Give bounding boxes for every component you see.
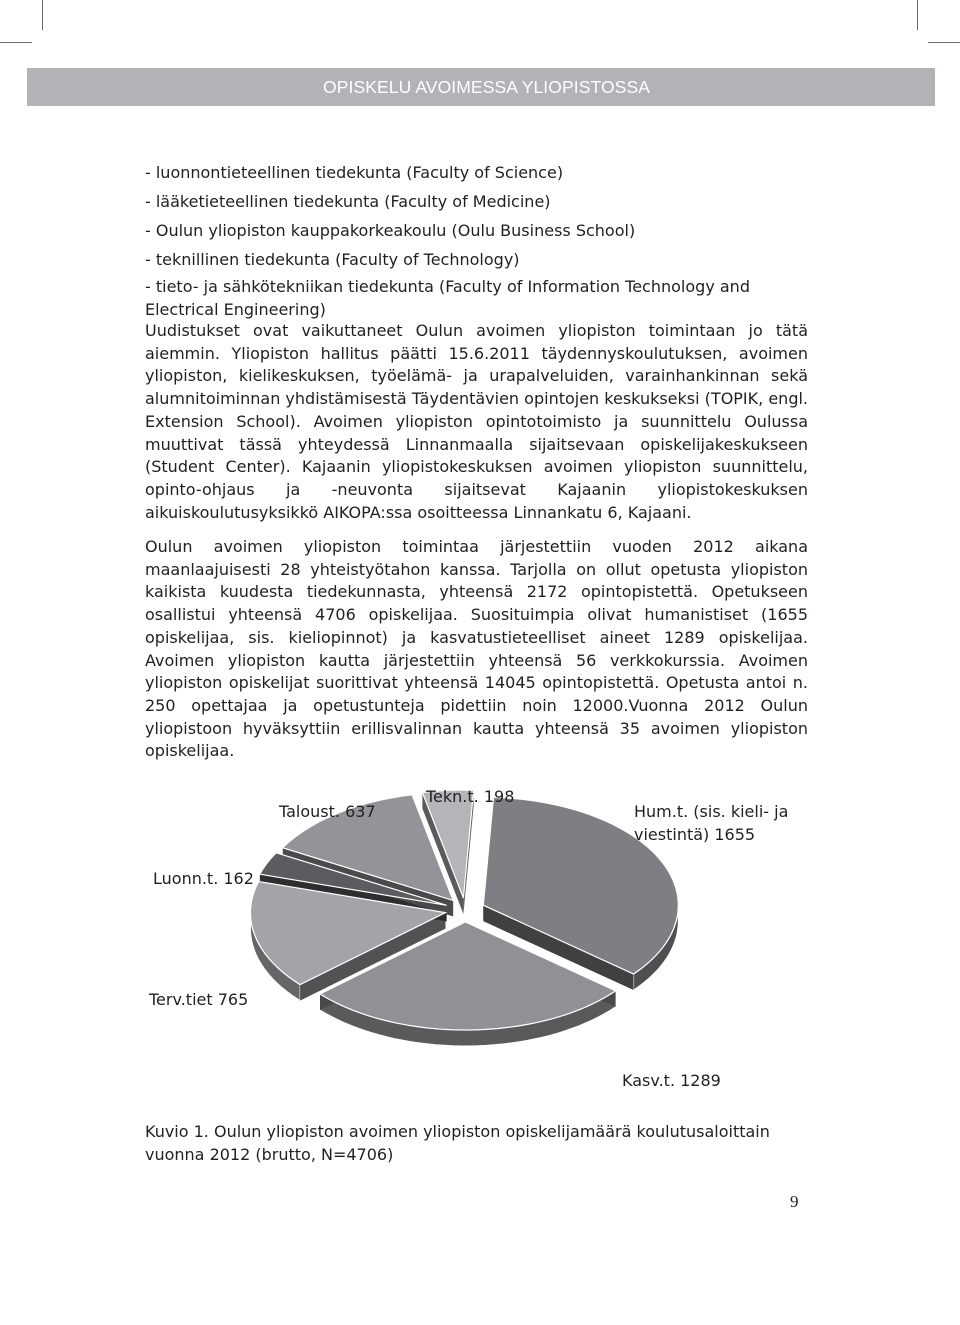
crop-mark	[0, 42, 32, 43]
list-item: - tieto- ja sähkötekniikan tiedekunta (Faculty of Information Technology and Electrical Engineering)	[145, 277, 750, 319]
faculty-list	[145, 158, 817, 323]
crop-mark	[42, 0, 43, 30]
crop-mark	[917, 0, 918, 30]
figure-caption: Kuvio 1. Oulun yliopiston avoimen yliopiston opiskelijamäärä koulutusaloittain vuonna 2012 (brutto, N=4706)	[145, 1122, 770, 1164]
label-talous: Taloust. 637	[279, 802, 376, 821]
page-number: 9	[790, 1192, 799, 1211]
label-luonn: Luonn.t. 162	[153, 869, 254, 888]
list-item: - lääketieteellinen tiedekunta (Faculty of Medicine)	[145, 192, 551, 211]
label-hum: Hum.t. (sis. kieli- ja viestintä) 1655	[634, 802, 789, 844]
label-terv: Terv.tiet 765	[149, 990, 249, 1009]
list-item: - luonnontieteellinen tiedekunta (Faculty of Science)	[145, 163, 564, 182]
chapter-header	[27, 68, 935, 106]
label-kasv: Kasv.t. 1289	[622, 1071, 721, 1090]
list-item: - Oulun yliopiston kauppakorkeakoulu (Oulu Business School)	[145, 221, 636, 240]
pie-chart	[140, 780, 840, 1100]
paragraph-statistics: Oulun avoimen yliopiston toimintaa järjestettiin vuoden 2012 aikana maanlaajuisesti 28 yhteistyötahon kanssa. Tarjolla on ollut opetusta yliopiston kaikista kuudesta tiedekunnasta, yhteensä 2172 opintopistettä. Opetukseen osallistui yhteensä 4706 opiskelijaa. Suosituimpia olivat humanistiset (1655 opiskelijaa, sis. kieliopinnot) ja kasvatustieteelliset aineet 1289 opiskelijaa. Avoimen yliopiston kautta järjestettiin yhteensä 56 verkkokurssia. Avoimen yliopiston opiskelijat suorittivat yhteensä 14045 opintopistettä. Opetusta antoi n. 250 opettajaa ja opetustunteja pidettiin noin 12000.Vuonna 2012 Oulun yliopistoon hyväksyttiin erillisvalinnan kautta yhteensä 35 avoimen yliopiston opiskelijaa.	[145, 537, 808, 761]
crop-mark	[928, 42, 960, 43]
chapter-title: OPISKELU AVOIMESSA YLIOPISTOSSA	[323, 77, 650, 97]
paragraph-reorganization: Uudistukset ovat vaikuttaneet Oulun avoimen yliopiston toimintaan jo tätä aiemmin. Yliopiston hallitus päätti 15.6.2011 täydennyskoulutuksen, avoimen yliopiston, kielikeskuksen, työelämä- ja urapalveluiden, varainhankinnan sekä alumnitoiminnan yhdistämisestä Täydentävien opintojen keskukseksi (TOPIK, engl. Extension School). Avoimen yliopiston opintotoimisto ja suunnittelu Oulussa muuttivat tässä yhteydessä Linnanmaalla sijaitsevaan opiskelijakeskukseen (Student Center). Kajaanin yliopistokeskuksen avoimen yliopiston suunnittelu, opinto-ohjaus ja -neuvonta sijaitsevat Kajaanin yliopistokeskuksen aikuiskoulutusyksikkö AIKOPA:ssa osoitteessa Linnankatu 6, Kajaani.	[145, 321, 808, 522]
list-item: - teknillinen tiedekunta (Faculty of Technology)	[145, 250, 520, 269]
label-tekn: Tekn.t. 198	[426, 787, 515, 806]
